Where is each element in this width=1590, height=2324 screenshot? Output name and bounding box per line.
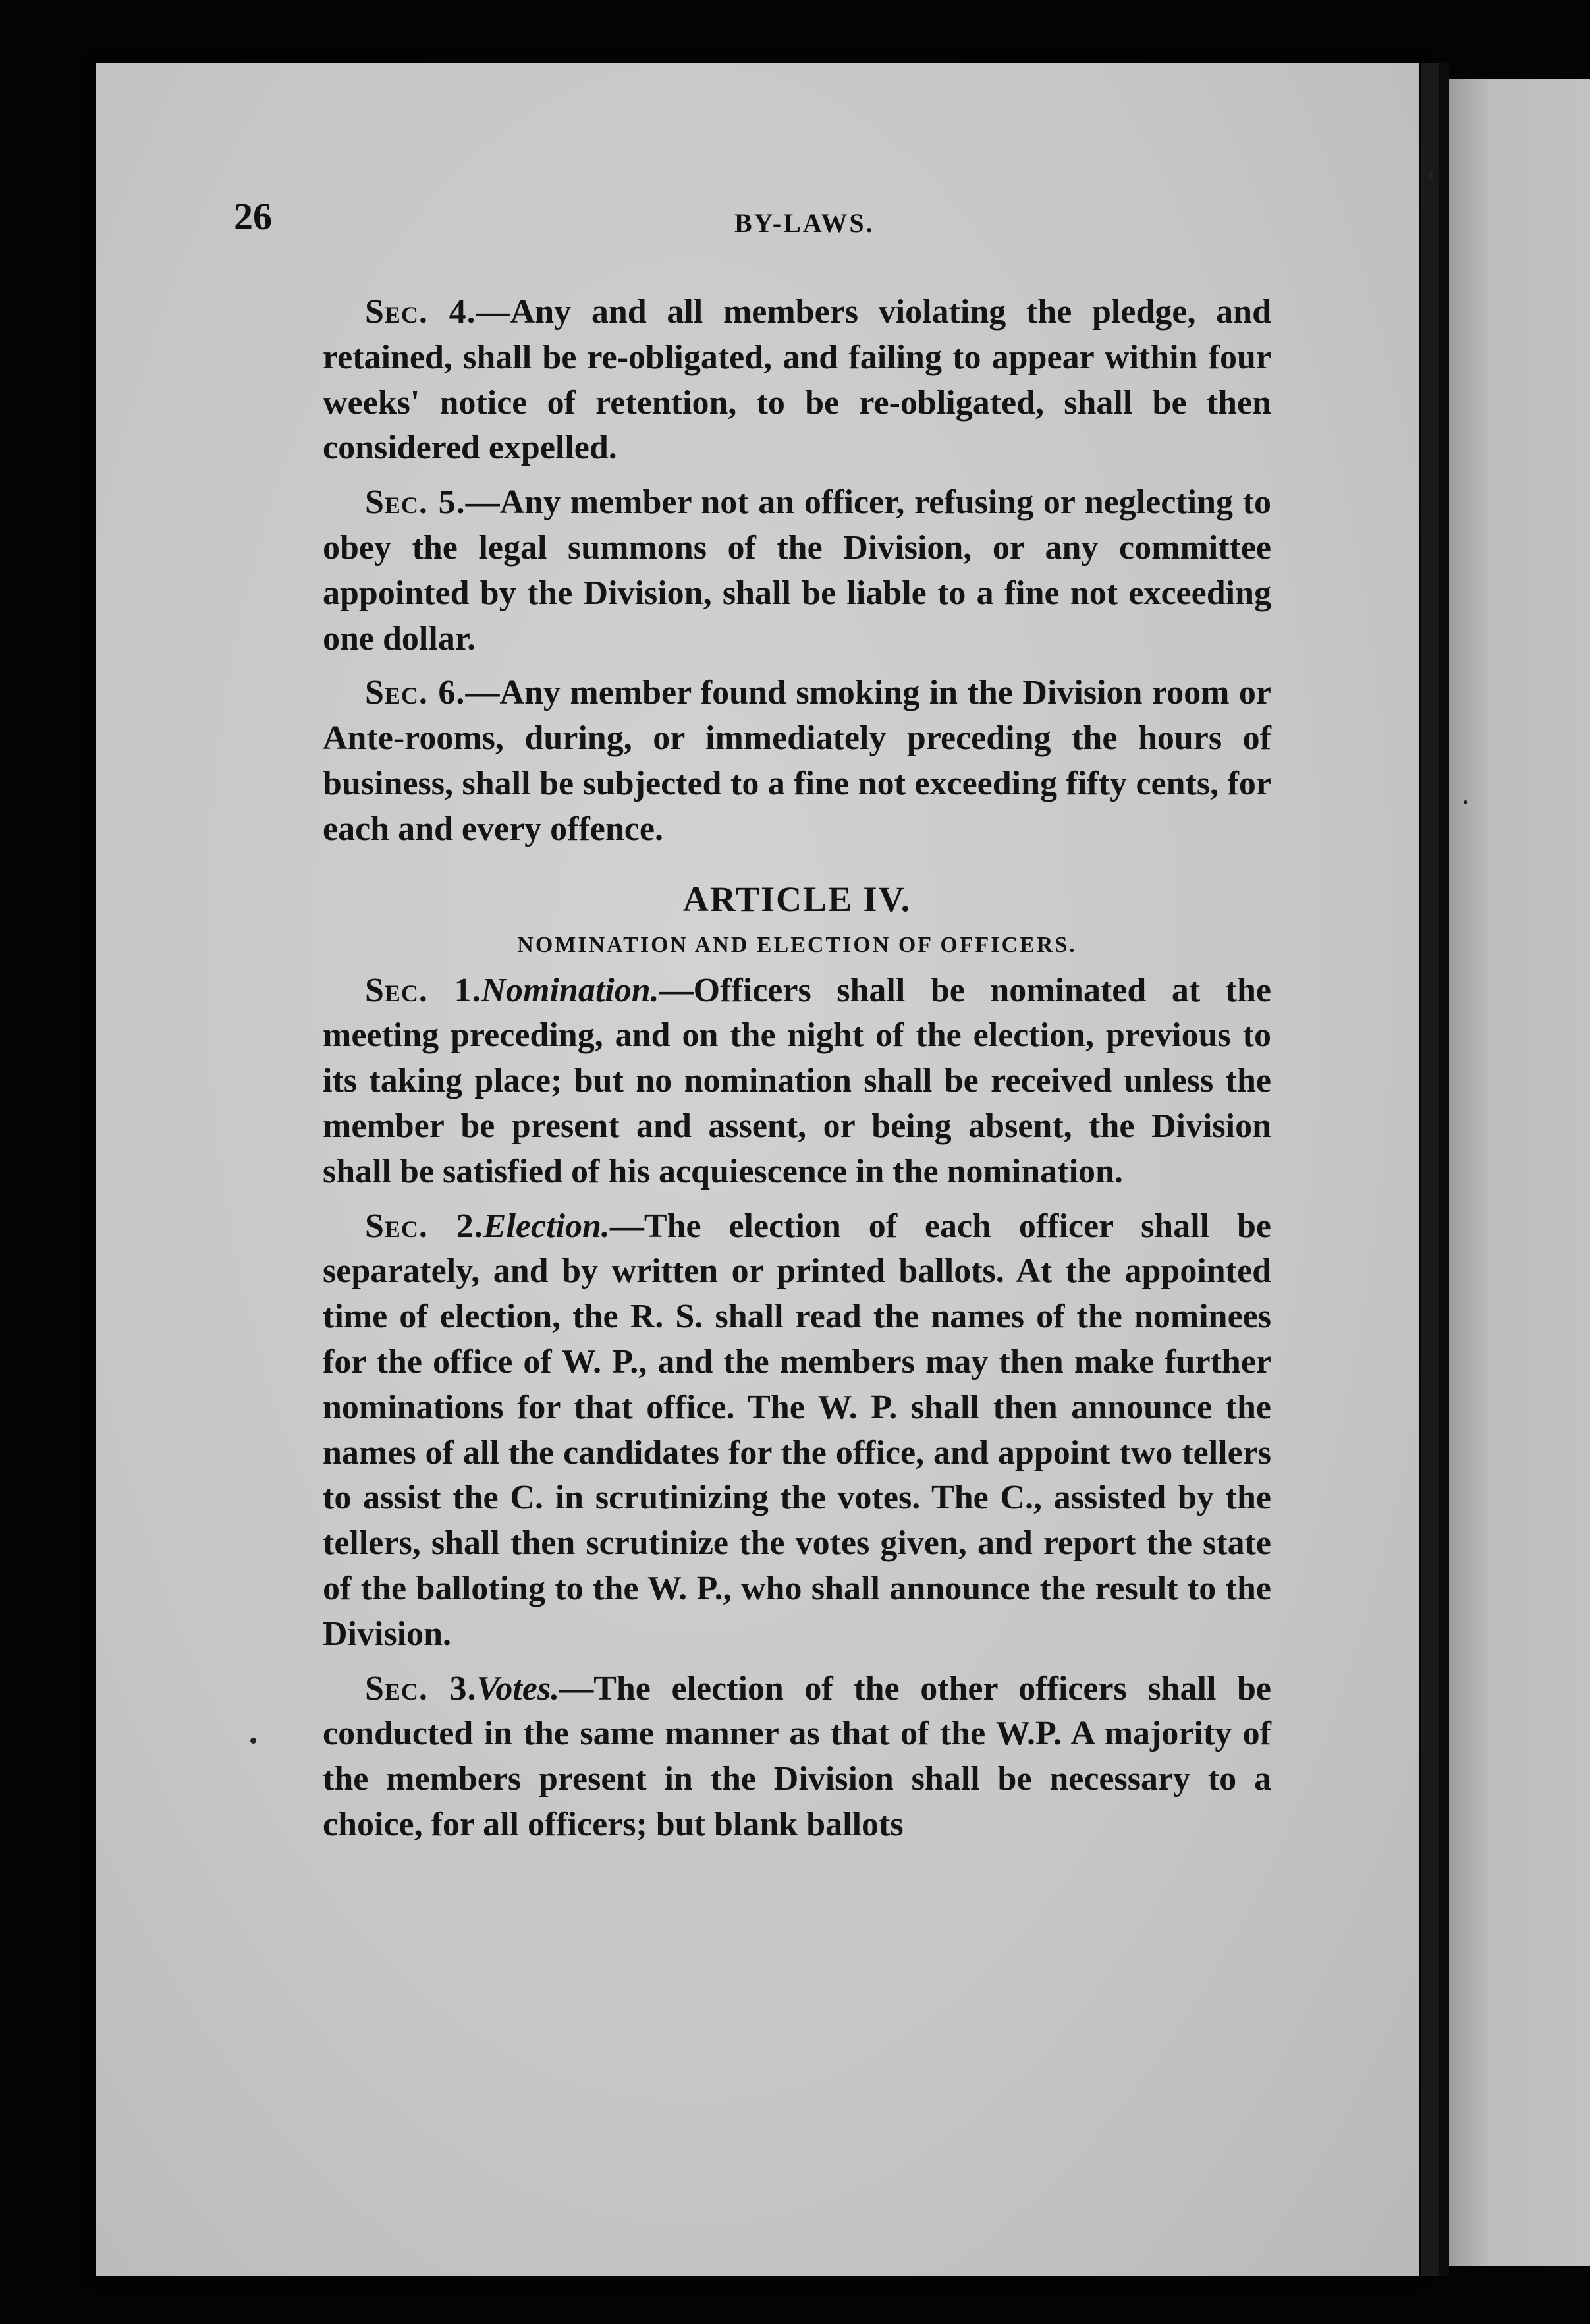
section-text: —The election of each officer shall be separately, and by written or printed ballots. At the appointed time of election, the R. S. shall read the names of the nominees for the office of W. P., and the members may then make further nominations for that office. The W. P. shall then announce the names of all the candidates for the office, and appoint two tellers to assist the C. in scrutinizing the votes. The C., assisted by the tellers, shall then scrutinize the votes given, and report the state of the balloting to the W. P., who shall announce the result to the Division. xyxy=(323,1207,1271,1653)
article-title: ARTICLE IV. xyxy=(682,879,912,919)
article-heading xyxy=(323,876,1271,968)
page-number: 26 xyxy=(234,195,272,238)
page-gutter-shadow xyxy=(1421,63,1439,2276)
ink-speck xyxy=(250,1738,256,1744)
section-heading: Votes. xyxy=(476,1669,560,1707)
section-6-paragraph xyxy=(323,671,1271,852)
ink-speck xyxy=(1429,170,1433,179)
section-5-paragraph xyxy=(323,480,1271,661)
section-heading: Election. xyxy=(483,1207,610,1245)
section-label: Sec. 2. xyxy=(365,1207,483,1245)
section-text: —Any member found smoking in the Division room or Ante-rooms, during, or immediately preceding the hours of business, shall be subjected to a fine not exceeding fifty cents, for each and every offence. xyxy=(323,674,1271,848)
article-subtitle: NOMINATION AND ELECTION OF OFFICERS. xyxy=(517,932,1077,957)
page-body xyxy=(323,290,1271,1848)
section-4-paragraph xyxy=(323,290,1271,471)
section-text: —Officers shall be nominated at the meeting preceding, and on the night of the election, previous to its taking place; but no nomination shall be received unless the member be present and assent, or being absent, the Division shall be satisfied of his acquiescence in the nomination. xyxy=(323,971,1272,1190)
section-text: —Any and all members violating the pledge, and retained, shall be re-obligated, and failing to appear within four weeks' notice of retention, to be re-obligated, shall be then considered expelled. xyxy=(323,293,1271,467)
section-label: Sec. 6. xyxy=(365,674,466,712)
page-header xyxy=(234,194,1275,247)
article4-section-1-paragraph xyxy=(323,968,1271,1195)
running-head: BY-LAWS. xyxy=(734,208,875,238)
section-label: Sec. 1. xyxy=(365,971,481,1009)
section-label: Sec. 5. xyxy=(365,484,466,522)
section-text: —The election of the other officers shall be conducted in the same manner as that of the W.P. A majority of the members present in the Division shall be necessary to a choice, for all officers; but blank ballots xyxy=(323,1669,1271,1843)
ink-speck xyxy=(1464,800,1467,804)
section-label: Sec. 3. xyxy=(365,1669,477,1707)
article4-section-3-paragraph xyxy=(323,1667,1271,1848)
article4-section-2-paragraph xyxy=(323,1204,1271,1657)
section-heading: Nomination. xyxy=(481,971,659,1009)
spine-gap xyxy=(1439,63,1449,2276)
section-label: Sec. 4. xyxy=(365,293,476,331)
facing-page-edge xyxy=(1449,79,1590,2266)
section-text: —Any member not an officer, refusing or neglecting to obey the legal summons of the Division, or any committee appointed by the Division, shall be liable to a fine not exceeding one dollar. xyxy=(323,484,1271,657)
